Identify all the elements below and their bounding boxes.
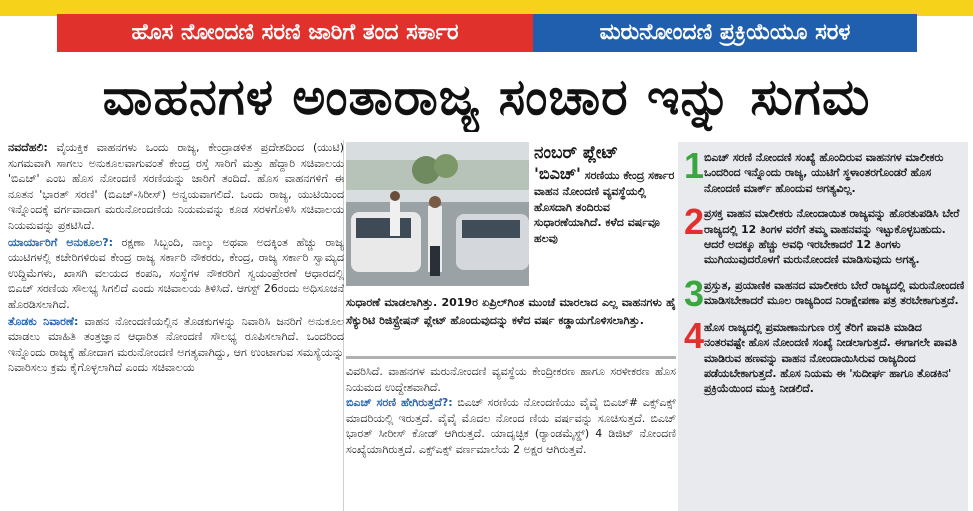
sidebar-title: ನಂಬರ್ ಪ್ಲೇಟ್ [534,143,619,163]
sidebar-continuation: ಸುಧಾರಣೆ ಮಾಡಲಾಗಿತ್ತು. 2019ರ ಏಪ್ರಿಲ್‌ಗಿಂತ ಮುಂಚೆ ಮಾರಲಾದ ಎಲ್ಲ ವಾಹನಗಳು ಹೈ ಸೆಕ್ಯುರಿಟಿ ರಿಜಿಸ್ಟ್ರೇಷನ್ ಪ್ಲೇಟ್ ಹೊಂದುವುದನ್ನು ಕಳೆದ ವರ್ಷ ಕಡ್ಡಾಯಗೊಳಿಸಲಾಗಿತ್ತು. [346,296,676,327]
paragraph: ವಾಹನ ನೋಂದಣಿಯಲ್ಲಿನ ತೊಡಕುಗಳನ್ನು ನಿವಾರಿಸಿ ಜನರಿಗೆ ಅನುಕೂಲ ಮಾಡಲು ಮಾಹಿತಿ ತಂತ್ರಜ್ಞಾನ ಆಧಾರಿತ ನೋಂದಣಿ ಸೌಲಭ್ಯ ರೂಪಿಸಲಾಗಿದೆ. ಒಂದರಿಂದ ಇನ್ನೊಂದು ರಾಜ್ಯಕ್ಕೆ ಹೋದಾಗ ಮರುನೋಂದಣಿ ಅಗತ್ಯವಾಗಿದ್ದು, ಆಗ ಉಂಟಾಗುವ ಸಮಸ್ಯೆಯನ್ನು ನಿವಾರಿಸಲು ಕ್ರಮ ಕೈಗೊಳ್ಳಲಾಗಿದೆ ಎಂದು ಸಚಿವಾಲಯ [8,314,344,375]
key-point [684,272,966,314]
sidebar-text: ಸರಣಿಯು ಕೇಂದ್ರ ಸರ್ಕಾರ ವಾಹನ ನೋಂದಣಿ ವ್ಯವಸ್ಥೆಯಲ್ಲಿ ಹೊಸದಾಗಿ ತಂದಿರುವ ಸುಧಾರಣೆಯಾಗಿದೆ. ಕಳೆದ ವರ್ಷವೂ ಹಲವು [534,169,675,245]
subhead-beneficiaries: ಯಾರ್ಯಾರಿಗೆ ಅನುಕೂಲ?: [8,235,113,249]
key-points-list [684,150,966,511]
sidebar-series-name: 'ಬಿಎಚ್' [534,164,581,183]
paragraph: ಬಿಎಚ್ ಸರಣಿಯ ನೋಂದಣಿಯು ವೈವೈ ಬಿಎಚ್# ಎಕ್ಸ್‌ಎಕ್ಸ್ ಮಾದರಿಯಲ್ಲಿ ಇರುತ್ತದೆ. ವೈವೈ ಮೊದಲ ನೋಂದ ಣಿಯ ವರ್ಷವನ್ನು ಸೂಚಿಸುತ್ತದೆ. ಬಿಎಚ್ ಭಾರತ್ ಸೀರೀಸ್ ಕೋಡ್ ಆಗಿರುತ್ತದೆ. ಯಾದೃಚ್ಛಿಕ (ರ್‍ಯಾಂಡಮೈಸ್ಡ್) 4 ಡಿಜಿಟ್ ನೋಂದಣಿ ಸಂಖ್ಯೆಯಾಗಿರುತ್ತದೆ. ಎಕ್ಸ್‌ಎಕ್ಸ್ ವರ್ಣಮಾಲೆಯ 2 ಅಕ್ಷರ ಆಗಿರುತ್ತವೆ. [346,396,676,456]
subhead-bh-series-format: ಬಿಎಚ್ ಸರಣಿ ಹೇಗಿರುತ್ತದೆ?: [346,396,453,410]
paragraph: ರಕ್ಷಣಾ ಸಿಬ್ಬಂದಿ, ನಾಲ್ಕು ಅಥವಾ ಅದಕ್ಕಿಂತ ಹೆಚ್ಚು ರಾಜ್ಯ ಯುಟಿಗಳಲ್ಲಿ ಕಚೇರಿಗಳಿರುವ ಕೇಂದ್ರ ರಾಜ್ಯ ಸರ್ಕಾರಿ ನೌಕರರು, ಕೇಂದ್ರ, ರಾಜ್ಯ ಸರ್ಕಾರಿ ಸ್ವಾಮ್ಯದ ಉದ್ದಿಮೆಗಳು, ಖಾಸಗಿ ವಲಯದ ಕಂಪನಿ, ಸಂಸ್ಥೆಗಳ ನೌಕರರಿಗೆ ಸ್ವಯಂಪ್ರೇರಣೆ ಆಧಾರದಲ್ಲಿ ಬಿಎಚ್ ಸರಣಿಯ ಸೌಲಭ್ಯ ಸಿಗಲಿದೆ ಎಂದು ಸಚಿವಾಲಯ ತಿಳಿಸಿದೆ. ಆಗಸ್ಟ್ 26ರಂದು ಅಧಿಸೂಚನೆ ಹೊರಡಿಸಲಾಗಿದೆ. [8,235,344,311]
point-number: 1 [684,150,705,186]
news-photo [346,142,529,286]
paragraph: ವಿವರಿಸಿದೆ. ವಾಹನಗಳ ಮರುನೋಂದಣಿ ವ್ಯವಸ್ಥೆಯ ಕೇಂದ್ರೀಕರಣ ಹಾಗೂ ಸರಳೀಕರಣ ಹೊಸ ನಿಯಮದ ಉದ್ದೇಶವಾಗಿದೆ. [346,365,676,394]
paragraph: ವೈಯಕ್ತಿಕ ವಾಹನಗಳು ಒಂದು ರಾಜ್ಯ, ಕೇಂದ್ರಾಡಳಿತ ಪ್ರದೇಶದಿಂದ (ಯುಟಿ) ಸುಗಮವಾಗಿ ಸಾಗಲು ಅನುಕೂಲವಾಗುವಂತೆ ಕೇಂದ್ರ ರಸ್ತೆ ಸಾರಿಗೆ ಮತ್ತು ಹೆದ್ದಾರಿ ಸಚಿವಾಲಯ 'ಬಿಎಚ್' ಎಂಬ ಹೊಸ ನೋಂದಣಿ ಸರಣಿಯನ್ನು ಜಾರಿಗೆ ತಂದಿದೆ. ಹೊಸ ವಾಹನಗಳಿಗೆ ಈ ನೂತನ 'ಭಾರತ್ ಸರಣಿ' (ಬಿಎಚ್-ಸಿರೀಸ್) ಅನ್ವಯವಾಗಲಿದೆ. ಒಂದು ರಾಜ್ಯ, ಯುಟಿಯಿಂದ ಇನ್ನೊಂದಕ್ಕೆ ವರ್ಗವಾದಾಗ ಮರುನೋಂದಣಿಯ ನಿಯಮವನ್ನು ಕೂಡ ಸರಳಗೊಳಿಸಿ ಸಚಿವಾಲಯ ನಿಯಮವನ್ನು ಪ್ರಕಟಿಸಿದೆ. [8,141,344,232]
section-divider [346,356,676,359]
headline: ವಾಹನಗಳ ಅಂತಾರಾಜ್ಯ ಸಂಚಾರ ಇನ್ನು ಸುಗಮ [102,68,871,126]
point-text: ಪ್ರಸಕ್ತ ವಾಹನ ಮಾಲೀಕರು ನೋಂದಾಯಿತ ರಾಜ್ಯವನ್ನು ಹೊರತುಪಡಿಸಿ ಬೇರೆ ರಾಜ್ಯದಲ್ಲಿ 12 ತಿಂಗಳ ವರೆಗೆ ತಮ್ಮ ವಾಹನವನ್ನು ಇಟ್ಟುಕೊಳ್ಳಬಹುದು. ಆದರೆ ಅದಕ್ಕೂ ಹೆಚ್ಚು ಅವಧಿ ಇರಬೇಕಾದರೆ 12 ತಿಂಗಳು ಮುಗಿಯುವುದರೊಳಗೆ ಮರುನೋಂದಣಿ ಮಾಡಿಸುವುದು ಅಗತ್ಯ. [704,207,960,267]
point-text: ಪ್ರಸ್ತುತ, ಪ್ರಯಾಣಿಕ ವಾಹನದ ಮಾಲೀಕರು ಬೇರೆ ರಾಜ್ಯದಲ್ಲಿ ಮರುನೋಂದಣಿ ಮಾಡಿಸಬೇಕಾದರೆ ಮೂಲ ರಾಜ್ಯದಿಂದ ನಿರಾಕ್ಷೇಪಣಾ ಪತ್ರ ತರಬೇಕಾಗುತ್ತದೆ. [704,278,965,308]
traffic-police-photo [346,142,529,286]
point-number: 3 [684,272,705,314]
subhead-obstacle-removal: ತೊಡಕು ನಿವಾರಣೆ: [8,314,79,328]
banner-right: ಮರುನೋಂದಣಿ ಪ್ರಕ್ರಿಯೆಯೂ ಸರಳ [533,14,917,52]
sidebar-story [534,142,678,292]
banner-left: ಹೊಸ ನೋಂದಣಿ ಸರಣಿ ಜಾರಿಗೆ ತಂದ ಸರ್ಕಾರ [57,14,533,52]
key-point [684,201,966,268]
point-text: ಹೊಸ ರಾಜ್ಯದಲ್ಲಿ ಪ್ರಮಾಣಾನುಗುಣ ರಸ್ತೆ ತೆರಿಗೆ ಪಾವತಿ ಮಾಡಿದ ನಂತರವಷ್ಟೇ ಹೊಸ ನೋಂದಣಿ ಸಂಖ್ಯೆ ನೀಡಲಾಗುತ್ತದೆ. ಈಗಾಗಲೇ ಪಾವತಿ ಮಾಡಿರುವ ಹಣವನ್ನು ವಾಹನ ನೋಂದಾಯಿಸಿರುವ ರಾಜ್ಯದಿಂದ ಪಡೆಯಬೇಕಾಗುತ್ತದೆ. ಹೊಸ ನಿಯಮ ಈ 'ಸುದೀರ್ಘ ಹಾಗೂ ತೊಡಕಿನ' ಪ್ರಕ್ರಿಯೆಯಿಂದ ಮುಕ್ತಿ ನೀಡಲಿದೆ. [704,320,958,396]
key-point [684,150,966,196]
article-column-middle [346,364,676,511]
article-column-left [8,140,344,511]
point-number: 2 [684,201,705,243]
key-point [684,314,966,397]
point-text: ಬಿಎಚ್ ಸರಣಿ ನೋಂದಣಿ ಸಂಖ್ಯೆ ಹೊಂದಿರುವ ವಾಹನಗಳ ಮಾಲೀಕರು ಒಂದರಿಂದ ಇನ್ನೊಂದು ರಾಜ್ಯ, ಯುಟಿಗೆ ಸ್ಥಳಾಂತರಗೊಂಡರೆ ಹೊಸ ನೋಂದಣಿ ಮಾರ್ಕ್ ಹೊಂದುವ ಅಗತ್ಯವಿಲ್ಲ. [704,151,944,195]
dateline: ನವದೆಹಲಿ: [8,141,48,154]
point-number: 4 [684,314,705,356]
